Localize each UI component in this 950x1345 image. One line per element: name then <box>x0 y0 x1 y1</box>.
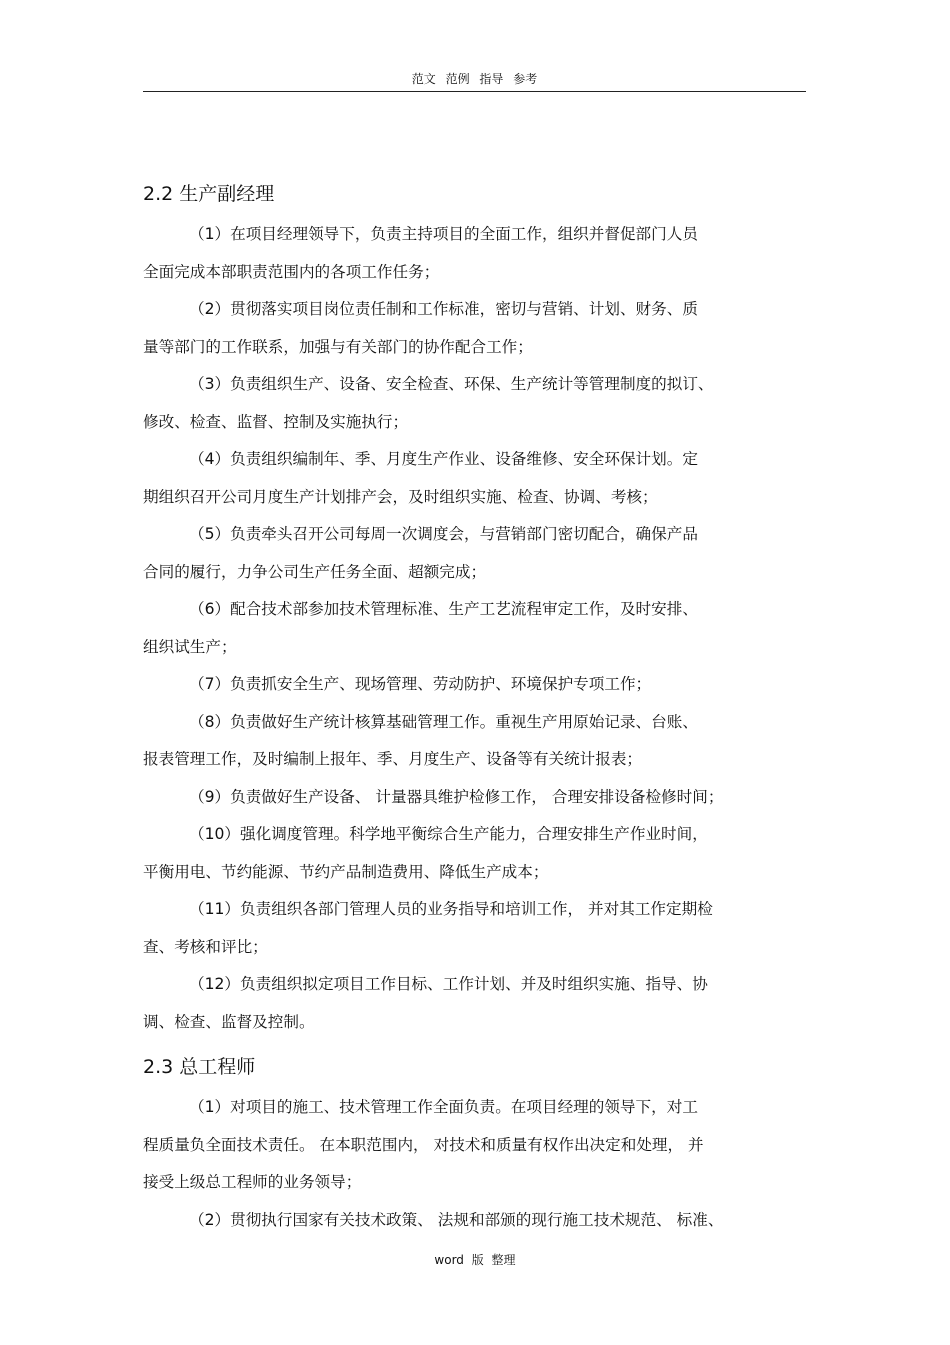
paragraph-line: 接受上级总工程师的业务领导； <box>143 1173 362 1191</box>
list-item <box>143 704 806 779</box>
page-footer: word 版 整理 <box>434 1253 516 1267</box>
header-rule <box>143 91 806 92</box>
paragraph-line: 查、考核和评比； <box>143 937 268 956</box>
paragraph-line: （5）负责牵头召开公司每周一次调度会，与营销部门密切配合，确保产品 <box>189 525 698 543</box>
list-item <box>143 816 806 891</box>
document-body <box>143 178 806 1239</box>
paragraph-line: 程质量负全面技术责任。 在本职范围内， 对技术和质量有权作出决定和处理， 并 <box>143 1135 704 1154</box>
page-header: 范文 范例 指导 参考 <box>411 72 538 86</box>
list-item <box>143 666 806 704</box>
paragraph-line: 平衡用电、节约能源、节约产品制造费用、降低生产成本； <box>143 862 549 881</box>
paragraph-line: 组织试生产； <box>143 637 237 656</box>
paragraph-line: 调、检查、监督及控制。 <box>143 1012 315 1031</box>
paragraph-line: 报表管理工作，及时编制上报年、季、月度生产、设备等有关统计报表； <box>143 750 643 768</box>
paragraph-line: （10）强化调度管理。科学地平衡综合生产能力，合理安排生产作业时间， <box>189 825 708 843</box>
list-item <box>143 1089 806 1202</box>
paragraph-line: （7）负责抓安全生产、现场管理、劳动防护、环境保护专项工作； <box>189 675 652 693</box>
paragraph-line: （1）在项目经理领导下，负责主持项目的全面工作，组织并督促部门人员 <box>189 225 698 243</box>
paragraph-line: 全面完成本部职责范围内的各项工作任务； <box>143 262 440 281</box>
list-item <box>143 516 806 591</box>
list-item <box>143 966 806 1041</box>
list-item <box>143 779 806 817</box>
paragraph-line: （1）对项目的施工、技术管理工作全面负责。在项目经理的领导下，对工 <box>189 1098 698 1116</box>
list-item <box>143 291 806 366</box>
paragraph-line: 期组织召开公司月度生产计划排产会，及时组织实施、检查、协调、考核； <box>143 487 658 506</box>
paragraph-line: （12）负责组织拟定项目工作目标、工作计划、并及时组织实施、指导、协 <box>189 975 708 993</box>
paragraph-line: （3）负责组织生产、设备、安全检查、环保、生产统计等管理制度的拟订、 <box>189 375 714 393</box>
paragraph-line: 修改、检查、监督、控制及实施执行； <box>143 412 409 431</box>
list-item <box>143 441 806 516</box>
paragraph-line: （4）负责组织编制年、季、月度生产作业、设备维修、安全环保计划。定 <box>189 450 698 468</box>
paragraph-line: 合同的履行，力争公司生产任务全面、超额完成； <box>143 562 487 581</box>
list-item <box>143 891 806 966</box>
paragraph-line: 量等部门的工作联系，加强与有关部门的协作配合工作； <box>143 337 533 356</box>
paragraph-line: （8）负责做好生产统计核算基础管理工作。重视生产用原始记录、台账、 <box>189 712 698 731</box>
paragraph-line: （11）负责组织各部门管理人员的业务指导和培训工作， 并对其工作定期检 <box>189 900 713 918</box>
paragraph-line: （9）负责做好生产设备、 计量器具维护检修工作， 合理安排设备检修时间； <box>189 787 724 806</box>
list-item <box>143 366 806 441</box>
paragraph-line: （2）贯彻落实项目岗位责任制和工作标准，密切与营销、计划、财务、质 <box>189 300 698 318</box>
paragraph-line: （6）配合技术部参加技术管理标准、生产工艺流程审定工作，及时安排、 <box>189 600 698 618</box>
list-item <box>143 1202 806 1240</box>
paragraph-line: （2）贯彻执行国家有关技术政策、 法规和部颁的现行施工技术规范、 标准、 <box>189 1210 724 1229</box>
list-item <box>143 591 806 666</box>
list-item <box>143 216 806 291</box>
section-title: 2.2 生产副经理 <box>143 183 275 205</box>
section-title: 2.3 总工程师 <box>143 1056 256 1078</box>
